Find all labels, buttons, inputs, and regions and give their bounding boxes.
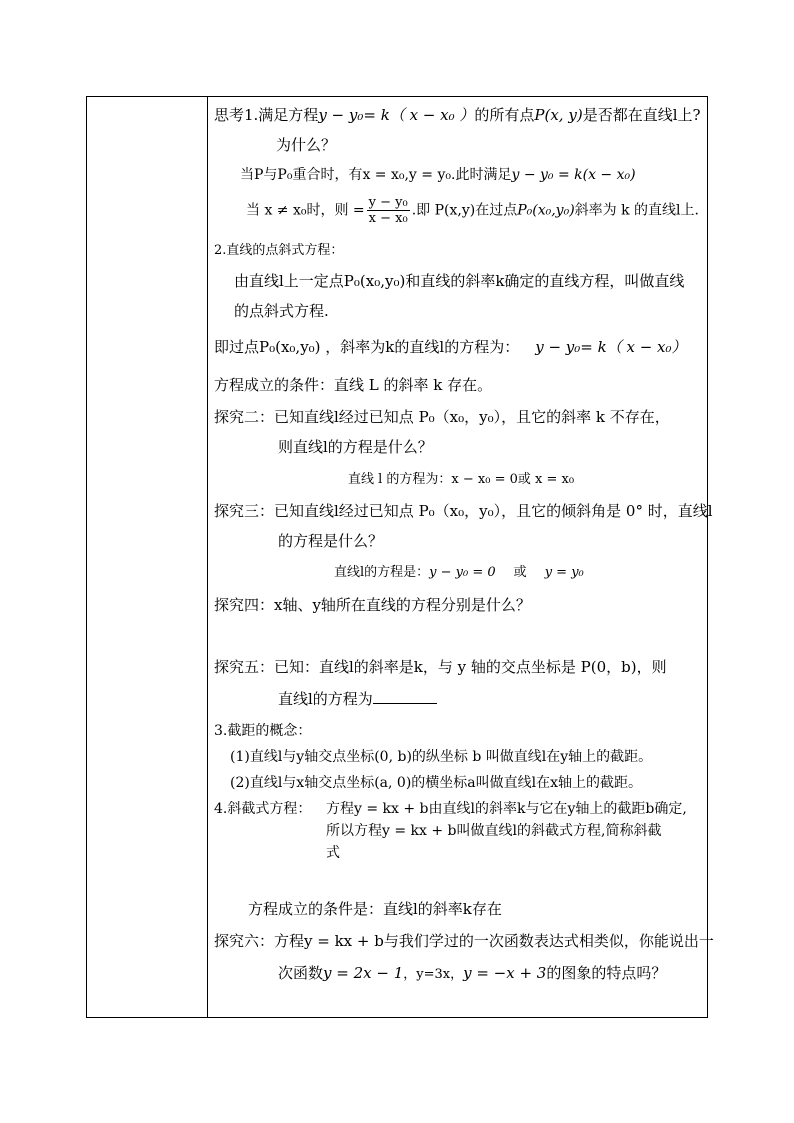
section2-condition: 方程成立的条件：直线 L 的斜率 k 存在。 — [214, 376, 493, 394]
column-divider — [207, 97, 208, 1017]
section4-line1: 方程y = kx + b由直线l的斜率k与它在y轴上的截距b确定, — [326, 801, 687, 817]
think1-point: P(x, y) — [534, 106, 583, 124]
explore3-line2: 的方程是什么？ — [278, 532, 384, 550]
explore2-answer: 直线 l 的方程为：x − x₀ = 0或 x = x₀ — [348, 472, 575, 487]
section4-line2: 所以方程y = kx + b叫做直线l的斜截式方程,简称斜截 — [326, 823, 662, 839]
section2-def-line2: 的点斜式方程. — [234, 302, 329, 320]
answer-blank — [373, 689, 437, 704]
not-equal-suffix: .即 P(x,y)在过点 — [411, 202, 518, 219]
via-point-text: 即过点P₀(x₀,y₀) ，斜率为k的直线l的方程为： — [214, 338, 520, 356]
coincide-equation: y − y₀ = k(x − x₀) — [511, 167, 636, 183]
lesson-table — [86, 96, 714, 1018]
explore6-eq1: y = 2x − 1 — [323, 964, 404, 982]
section3-item1: (1)直线l与y轴交点坐标(0, b)的纵坐标 b 叫做直线l在y轴上的截距。 — [230, 749, 653, 765]
think1-line2: 为什么？ — [276, 136, 337, 154]
fraction-denominator: x − x₀ — [368, 211, 408, 226]
section4-line3: 式 — [326, 845, 340, 861]
think1-suffix: 是否都在直线l上? — [582, 106, 701, 124]
explore6-eq3: y = −x + 3 — [463, 964, 547, 982]
think1-middle: 的所有点 — [474, 106, 535, 124]
section3-item2: (2)直线l与x轴交点坐标(a, 0)的横坐标a叫做直线l在x轴上的截距。 — [230, 775, 643, 791]
explore6-prefix: 次函数 — [278, 964, 324, 982]
not-equal-tail: 斜率为 k 的直线l上. — [574, 202, 699, 219]
explore6-eq2: ，y=3x， — [403, 967, 464, 982]
explore3-answer-eq2: y = y₀ — [544, 565, 584, 580]
not-equal-line — [246, 195, 699, 226]
slope-fraction — [367, 195, 410, 226]
not-equal-prefix: 当 x ≠ x₀时，则 = — [246, 202, 365, 219]
explore3-line1: 探究三：已知直线l经过已知点 P₀（x₀，y₀），且它的倾斜角是 0° 时，直线l — [214, 502, 713, 520]
section4-condition: 方程成立的条件是：直线l的斜率k存在 — [248, 900, 502, 918]
explore6-line2 — [278, 963, 666, 985]
explore6-line1: 探究六：方程y = kx + b与我们学过的一次函数表达式相类似，你能说出一 — [214, 932, 714, 950]
coincide-line — [240, 165, 636, 185]
not-equal-point: P₀(x₀,y₀) — [517, 202, 575, 219]
coincide-text: 当P与P₀重合时，有x = x₀,y = y₀.此时满足 — [240, 167, 512, 183]
section3-title: 3.截距的概念： — [214, 723, 312, 739]
via-point-equation: y − y₀= k（ x − x₀） — [535, 338, 687, 356]
think1-equation: y − y₀= k（ x − x₀ ） — [318, 106, 475, 124]
explore2-line2: 则直线l的方程是什么？ — [278, 438, 433, 456]
think1-prefix: 思考1.满足方程 — [214, 106, 319, 124]
explore6-suffix: 的图象的特点吗？ — [546, 964, 667, 982]
think1-line1 — [214, 105, 701, 125]
explore4-line1: 探究四：x轴、y轴所在直线的方程分别是什么？ — [214, 596, 531, 614]
explore2-line1: 探究二：已知直线l经过已知点 P₀（x₀，y₀），且它的斜率 k 不存在， — [214, 408, 670, 426]
explore3-answer-or: 或 — [513, 565, 527, 580]
explore3-answer-prefix: 直线l的方程是： — [334, 565, 430, 580]
section2-via-line — [214, 337, 687, 357]
explore3-answer-eq1: y − y₀ = 0 — [429, 565, 496, 580]
explore5-line1: 探究五：已知：直线l的斜率是k，与 y 轴的交点坐标是 P(0，b)，则 — [214, 658, 667, 676]
section2-def-line1: 由直线l上一定点P₀(x₀,y₀)和直线的斜率k确定的直线方程，叫做直线 — [234, 272, 685, 290]
section2-title: 2.直线的点斜式方程： — [214, 243, 344, 258]
explore3-answer — [334, 563, 584, 583]
fraction-numerator: y − y₀ — [368, 195, 408, 210]
explore5-line2 — [278, 689, 437, 709]
explore5-line2-text: 直线l的方程为 — [278, 690, 373, 708]
section4-title: 4.斜截式方程： — [214, 801, 312, 817]
